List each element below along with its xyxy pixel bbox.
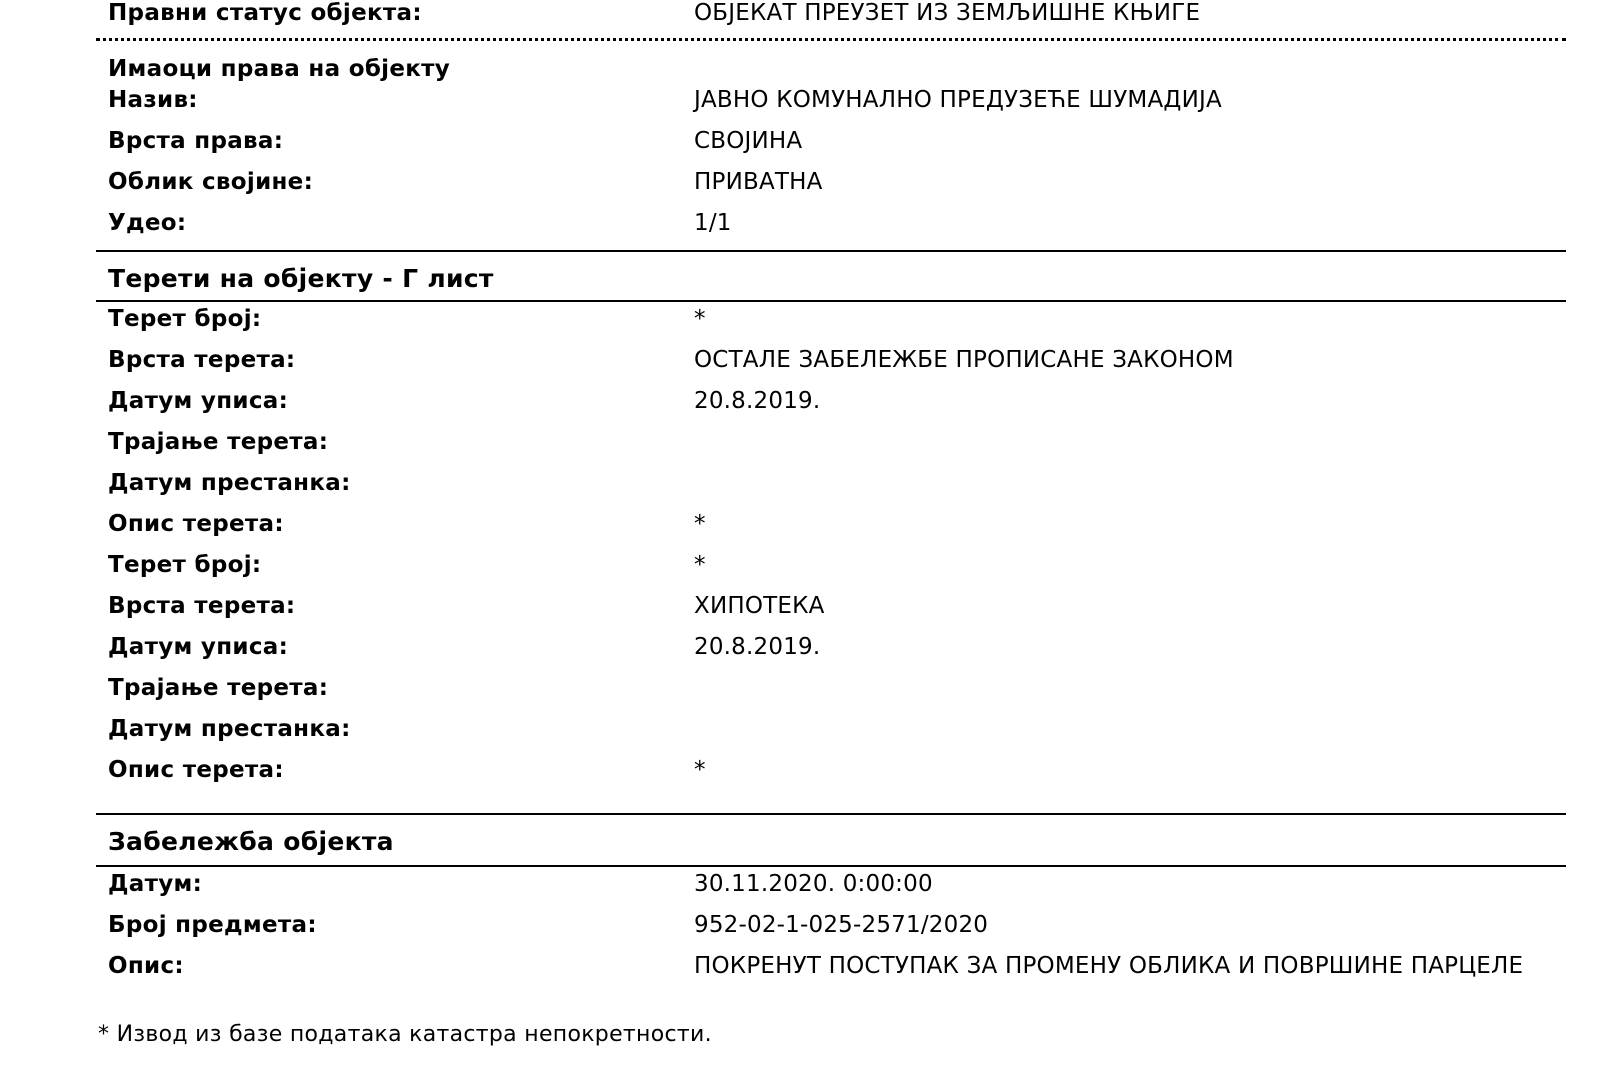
field-label: Облик својине: — [108, 169, 314, 195]
field-label: Опис: — [108, 953, 184, 979]
field-value: * — [694, 511, 706, 537]
field-label: Трајање терета: — [108, 675, 329, 701]
field-value: * — [694, 552, 706, 578]
owner-name-row — [96, 87, 1566, 128]
note-section — [96, 871, 1566, 994]
field-label: Опис терета: — [108, 511, 284, 537]
section-heading-owners: Имаоци права на објекту — [108, 56, 451, 82]
entry-date-row — [96, 388, 1566, 429]
heading-underline — [96, 300, 1566, 302]
note-description-row — [96, 953, 1566, 994]
field-value: ОСТАЛЕ ЗАБЕЛЕЖБЕ ПРОПИСАНЕ ЗАКОНОМ — [694, 347, 1234, 373]
burdens-section — [96, 306, 1566, 813]
footnote: * Извод из базе података катастра непокретности. — [98, 1022, 712, 1047]
field-label: Врста права: — [108, 128, 284, 154]
burden-type-row — [96, 347, 1566, 388]
field-value: 1/1 — [694, 210, 732, 236]
field-value: * — [694, 306, 706, 332]
field-value: 30.11.2020. 0:00:00 — [694, 871, 933, 897]
field-label: Терет број: — [108, 306, 262, 332]
field-label: Удео: — [108, 210, 187, 236]
burden-duration-row — [96, 429, 1566, 470]
share-row — [96, 210, 1566, 250]
field-label: Трајање терета: — [108, 429, 329, 455]
heading-underline — [96, 865, 1566, 867]
owners-section — [96, 87, 1566, 250]
termination-date-row — [96, 716, 1566, 757]
field-label: Датум престанка: — [108, 716, 351, 742]
field-label: Терет број: — [108, 552, 262, 578]
field-value: 952-02-1-025-2571/2020 — [694, 912, 989, 938]
field-value: 20.8.2019. — [694, 388, 821, 414]
field-value: ПРИВАТНА — [694, 169, 823, 195]
burden-number-row — [96, 306, 1566, 347]
right-type-row — [96, 128, 1566, 169]
ownership-form-row — [96, 169, 1566, 210]
note-date-row — [96, 871, 1566, 912]
field-label: Датум: — [108, 871, 203, 897]
burden-type-row — [96, 593, 1566, 634]
dotted-divider — [96, 38, 1566, 41]
field-label: Назив: — [108, 87, 198, 113]
field-value: ОБЈЕКАТ ПРЕУЗЕТ ИЗ ЗЕМЉИШНЕ КЊИГЕ — [694, 0, 1201, 26]
field-value: * — [694, 757, 706, 783]
field-value: ЈАВНО КОМУНАЛНО ПРЕДУЗЕЋЕ ШУМАДИЈА — [694, 87, 1222, 113]
field-label: Опис терета: — [108, 757, 284, 783]
entry-date-row — [96, 634, 1566, 675]
field-label: Врста терета: — [108, 593, 296, 619]
field-value: СВОЈИНА — [694, 128, 803, 154]
field-label: Датум уписа: — [108, 634, 289, 660]
section-heading-burdens: Терети на објекту - Г лист — [108, 264, 494, 293]
termination-date-row — [96, 470, 1566, 511]
field-value: ХИПОТЕКА — [694, 593, 825, 619]
cadastre-extract — [96, 0, 1566, 994]
burden-description-row — [96, 511, 1566, 552]
burden-number-row — [96, 552, 1566, 593]
field-label: Број предмета: — [108, 912, 317, 938]
field-value: 20.8.2019. — [694, 634, 821, 660]
field-value: ПОКРЕНУТ ПОСТУПАК ЗА ПРОМЕНУ ОБЛИКА И ПОВРШИНЕ ПАРЦЕЛЕ — [694, 953, 1524, 979]
legal-status-row — [96, 0, 1566, 38]
section-heading-note: Забележба објекта — [108, 827, 394, 856]
field-label: Датум уписа: — [108, 388, 289, 414]
burden-duration-row — [96, 675, 1566, 716]
field-label: Датум престанка: — [108, 470, 351, 496]
burden-description-row — [96, 757, 1566, 813]
field-label: Правни статус објекта: — [108, 0, 422, 26]
field-label: Врста терета: — [108, 347, 296, 373]
case-number-row — [96, 912, 1566, 953]
